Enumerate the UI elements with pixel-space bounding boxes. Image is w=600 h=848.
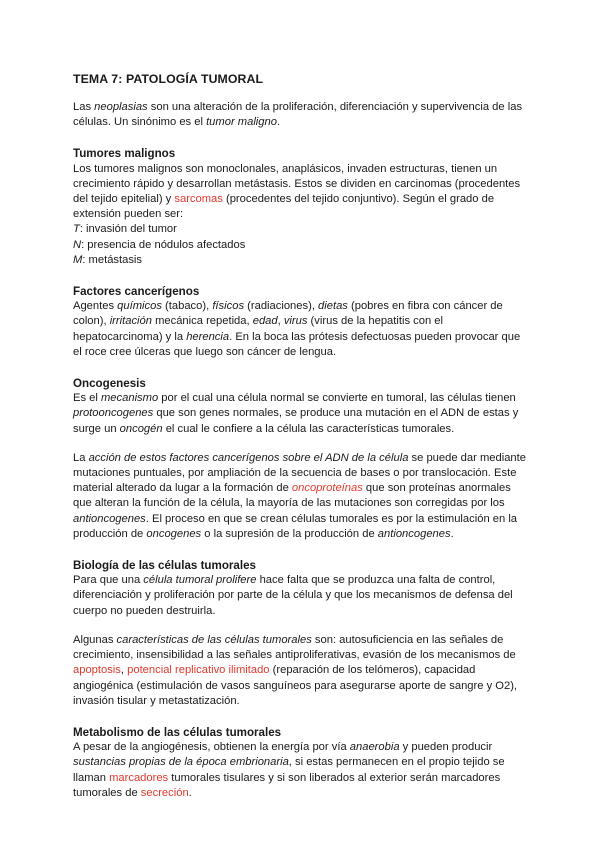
- oncogenesis-paragraph-2: [73, 451, 530, 542]
- term-edad: edad: [252, 315, 278, 328]
- text-run: La: [73, 451, 89, 464]
- list-letter: T: [73, 223, 80, 236]
- text-run: el cual le confiere a la célula las características tumorales.: [162, 422, 455, 435]
- text-run: hace falta que se produzca una falta de control, diferenciación y proliferación por parte de la célula y que los mecanismos de defensa del cuerpo no pueden destruirla.: [73, 574, 513, 617]
- list-item-m: [73, 253, 530, 268]
- term-sarcomas: sarcomas: [174, 193, 223, 206]
- text-run: A pesar de la angiogénesis, obtienen la energía por vía: [73, 741, 350, 754]
- text-run: Las: [73, 101, 95, 113]
- term-antioncogenes: antioncogenes: [73, 512, 146, 525]
- term-caracteristicas: características de las células tumorales: [116, 633, 312, 646]
- page-title: TEMA 7: PATOLOGÍA TUMORAL: [73, 72, 264, 86]
- term-mecanismo: mecanismo: [100, 392, 159, 405]
- list-item-n: [73, 238, 530, 253]
- text-run: (tabaco),: [161, 300, 213, 313]
- text-run: Es el: [73, 392, 101, 405]
- heading-metabolismo: Metabolismo de las células tumorales: [73, 725, 282, 739]
- text-run: y pueden producir: [399, 741, 493, 754]
- text-run: Agentes: [73, 300, 118, 313]
- heading-oncogenesis: Oncogenesis: [73, 377, 146, 391]
- oncogenesis-paragraph-1: [73, 391, 530, 437]
- text-run: (pobres en fibra con cáncer de colon),: [73, 300, 503, 328]
- text-run: .: [450, 527, 454, 540]
- text-run: (reparación de los telómeros), capacidad angiogénica (estimulación de vasos sanguíneos para asegurarse aporte de sangre y O2), invasión tisular y metastatización.: [73, 664, 518, 707]
- factores-paragraph: [73, 299, 530, 360]
- intro-paragraph: [73, 100, 530, 130]
- term-marcadores: marcadores: [109, 771, 169, 784]
- list-item-t: [73, 222, 530, 237]
- text-run: (procedentes del tejido conjuntivo). Según el grado de extensión pueden ser:: [73, 193, 495, 221]
- term-neoplasias: neoplasias: [94, 101, 148, 113]
- list-text: : presencia de nódulos afectados: [81, 238, 246, 251]
- heading-biologia: Biología de las células tumorales: [73, 559, 256, 573]
- text-run: Los tumores malignos son monoclonales, anaplásicos, invaden estructuras, tienen un crecimiento rápido y desarrollan metástasis. Estos se dividen en carcinomas (procedentes del tejido epitelial) y: [73, 162, 521, 206]
- text-run: ,: [277, 315, 284, 328]
- text-run: (virus de la hepatitis con el hepatocarcinoma) y la: [73, 315, 444, 343]
- text-run: tumorales tisulares y si son liberados al exterior serán marcadores tumorales de: [73, 771, 501, 799]
- text-run: .: [188, 786, 192, 799]
- text-run: son: autosuficiencia en las señales de crecimiento, insensibilidad a las señales antiproliferativas, evasión de los mecanismos de: [73, 633, 516, 662]
- tumores-paragraph: [73, 162, 530, 268]
- text-run: por el cual una célula normal se convierte en tumoral, las células tienen: [158, 392, 516, 405]
- text-run: (radiaciones),: [244, 300, 319, 313]
- term-protooncogenes: protooncogenes: [73, 407, 154, 420]
- term-oncogenes: oncogenes: [146, 527, 202, 540]
- text-run: o la supresión de la producción de: [201, 527, 378, 540]
- text-run: ,: [120, 664, 128, 677]
- term-quimicos: químicos: [117, 300, 162, 313]
- biologia-paragraph-1: [73, 573, 530, 619]
- term-secrecion: secreción: [140, 786, 189, 799]
- heading-factores-cancerigenos: Factores cancerígenos: [73, 285, 200, 299]
- term-potencial-replicativo: potencial replicativo ilimitado: [127, 664, 270, 677]
- text-run: se puede dar mediante mutaciones puntuales, por ampliación de la secuencia de bases o por translocación. Este material alterado da lugar a la formación de: [73, 451, 526, 495]
- term-virus: virus: [283, 315, 308, 328]
- text-run: Algunas: [73, 633, 117, 646]
- text-run: que son proteínas anormales que alteran la función de la célula, la mayoría de las mutaciones son corregidas por los: [73, 482, 511, 510]
- text-run: .: [276, 116, 281, 129]
- term-accion-factores: acción de estos factores cancerígenos sobre el ADN de la célula: [88, 451, 409, 464]
- term-tumor-maligno: tumor maligno: [206, 116, 277, 129]
- text-run: son una alteración de la proliferación, diferenciación y supervivencia de las células. Un sinónimo es el: [73, 101, 523, 129]
- term-oncoproteinas: oncoproteínas: [291, 482, 363, 495]
- term-sustancias: sustancias propias de la época embrionaria: [73, 756, 289, 769]
- text-run: . En la boca las prótesis defectuosas pueden provocar que el roce cree úlceras que luego son cáncer de lengua.: [73, 330, 521, 358]
- list-text: : invasión del tumor: [79, 223, 177, 236]
- term-antioncogenes: antioncogenes: [377, 527, 451, 540]
- term-celula-tumoral: célula tumoral prolifere: [143, 574, 257, 587]
- text-run: que son genes normales, se produce una mutación en el ADN de estas y surge un: [73, 407, 519, 435]
- list-letter: N: [73, 238, 82, 251]
- term-apoptosis: apoptosis: [73, 664, 121, 677]
- term-herencia: herencia: [186, 330, 230, 343]
- text-run: . El proceso en que se crean células tumorales es por la estimulación en la producción de: [73, 512, 518, 540]
- text-run: , si estas permanecen en el propio tejido se llaman: [73, 756, 505, 784]
- metabolismo-paragraph: [73, 740, 530, 801]
- heading-tumores-malignos: Tumores malignos: [73, 147, 176, 161]
- text-run: mecánica repetida,: [151, 315, 253, 328]
- term-oncogen: oncogén: [119, 422, 163, 435]
- term-fisicos: físicos: [212, 300, 245, 313]
- list-text: : metástasis: [82, 253, 143, 266]
- term-dietas: dietas: [318, 300, 348, 313]
- term-irritacion: irritación: [109, 315, 152, 328]
- text-run: Para que una: [73, 574, 144, 587]
- list-letter: M: [73, 253, 83, 266]
- biologia-paragraph-2: [73, 633, 530, 709]
- term-anaerobia: anaerobia: [349, 741, 400, 754]
